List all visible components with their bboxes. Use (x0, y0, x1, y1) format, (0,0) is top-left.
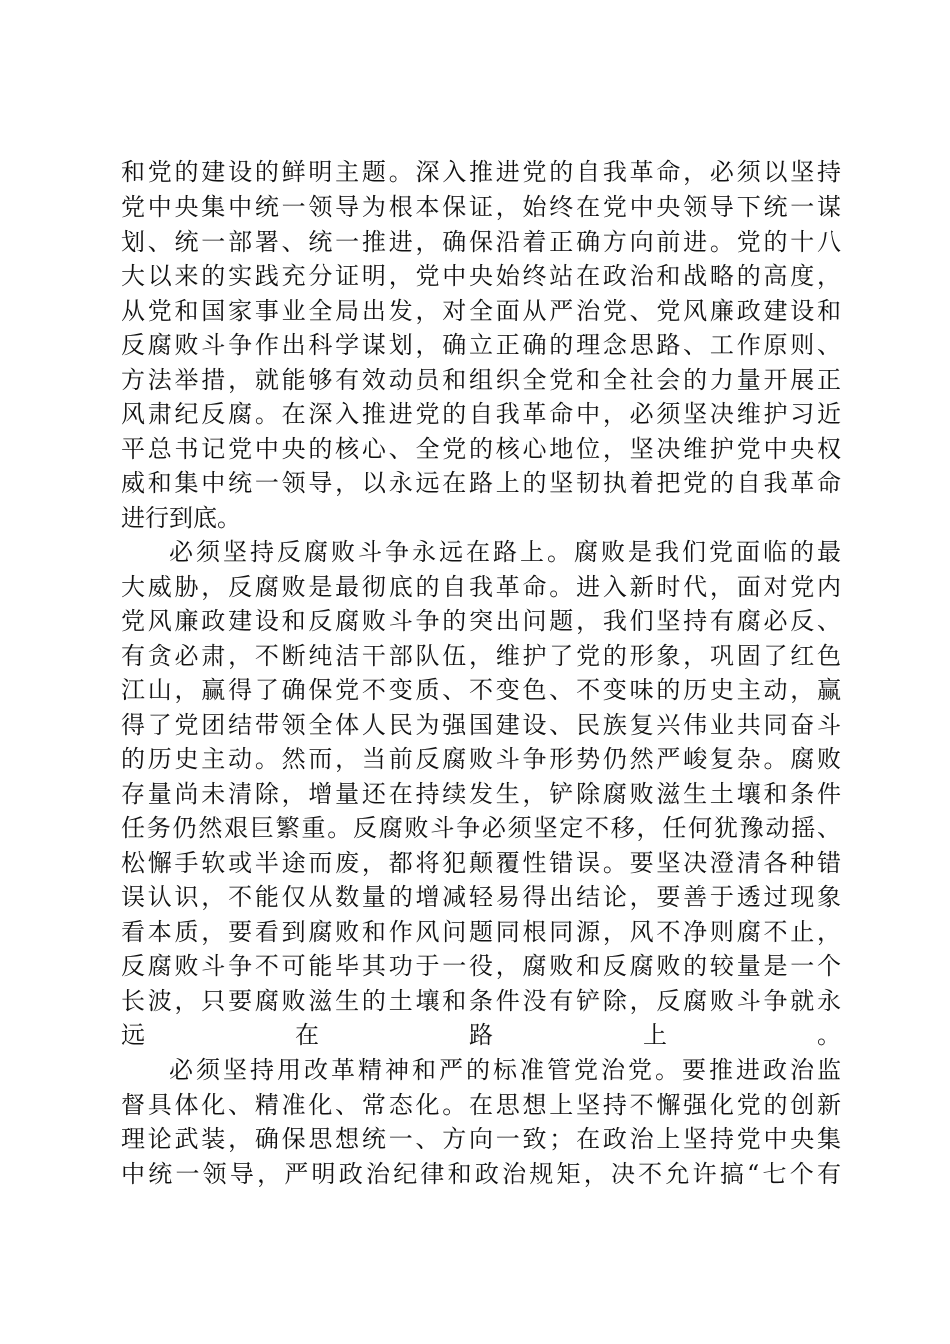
text-line: 和党的建设的鲜明主题。深入推进党的自我革命，必须以坚持 (121, 158, 841, 186)
text-line: 得了党团结带领全体人民为强国建设、民族复兴伟业共同奋斗 (121, 711, 841, 739)
text-line: 党风廉政建设和反腐败斗争的突出问题，我们坚持有腐必反、 (121, 607, 841, 635)
text-line: 督具体化、精准化、常态化。在思想上坚持不懈强化党的创新 (121, 1091, 841, 1119)
text-line: 大威胁，反腐败是最彻底的自我革命。进入新时代，面对党内 (121, 573, 841, 601)
text-line: 反腐败斗争不可能毕其功于一役，腐败和反腐败的较量是一个 (121, 952, 841, 980)
text-line: 的历史主动。然而，当前反腐败斗争形势仍然严峻复杂。腐败 (121, 745, 841, 773)
text-line: 从党和国家事业全局出发，对全面从严治党、党风廉政建设和 (121, 297, 841, 325)
text-line: 误认识，不能仅从数量的增减轻易得出结论，要善于透过现象 (121, 883, 841, 911)
text-line: 平总书记党中央的核心、全党的核心地位，坚决维护党中央权 (121, 435, 841, 463)
text-line: 远在路上。 (121, 1021, 841, 1049)
text-line: 大以来的实践充分证明，党中央始终站在政治和战略的高度， (121, 262, 841, 290)
text-line: 威和集中统一领导，以永远在路上的坚韧执着把党的自我革命 (121, 469, 841, 497)
text-line: 松懈手软或半途而废，都将犯颠覆性错误。要坚决澄清各种错 (121, 849, 841, 877)
text-line: 反腐败斗争作出科学谋划，确立正确的理念思路、工作原则、 (121, 331, 841, 359)
text-line: 进行到底。 (121, 504, 241, 532)
text-line: 江山，赢得了确保党不变质、不变色、不变味的历史主动，赢 (121, 676, 841, 704)
text-line: 理论武装，确保思想统一、方向一致；在政治上坚持党中央集 (121, 1125, 841, 1153)
text-line: 方法举措，就能够有效动员和组织全党和全社会的力量开展正 (121, 366, 841, 394)
text-line: 有贪必肃，不断纯洁干部队伍，维护了党的形象，巩固了红色 (121, 642, 841, 670)
text-line: 划、统一部署、统一推进，确保沿着正确方向前进。党的十八 (121, 228, 841, 256)
text-line: 任务仍然艰巨繁重。反腐败斗争必须坚定不移，任何犹豫动摇、 (121, 814, 841, 842)
text-line: 党中央集中统一领导为根本保证，始终在党中央领导下统一谋 (121, 193, 841, 221)
paragraph-first-line: 必须坚持用改革精神和严的标准管党治党。要推进政治监 (169, 1056, 841, 1084)
text-line: 看本质，要看到腐败和作风问题同根同源，风不净则腐不止， (121, 918, 841, 946)
text-line: 长波，只要腐败滋生的土壤和条件没有铲除，反腐败斗争就永 (121, 987, 841, 1015)
paragraph-first-line: 必须坚持反腐败斗争永远在路上。腐败是我们党面临的最 (169, 538, 841, 566)
text-line: 中统一领导，严明政治纪律和政治规矩，决不允许搞“七个有 (121, 1160, 841, 1188)
text-line: 风肃纪反腐。在深入推进党的自我革命中，必须坚决维护习近 (121, 400, 841, 428)
text-line: 存量尚未清除，增量还在持续发生，铲除腐败滋生土壤和条件 (121, 780, 841, 808)
